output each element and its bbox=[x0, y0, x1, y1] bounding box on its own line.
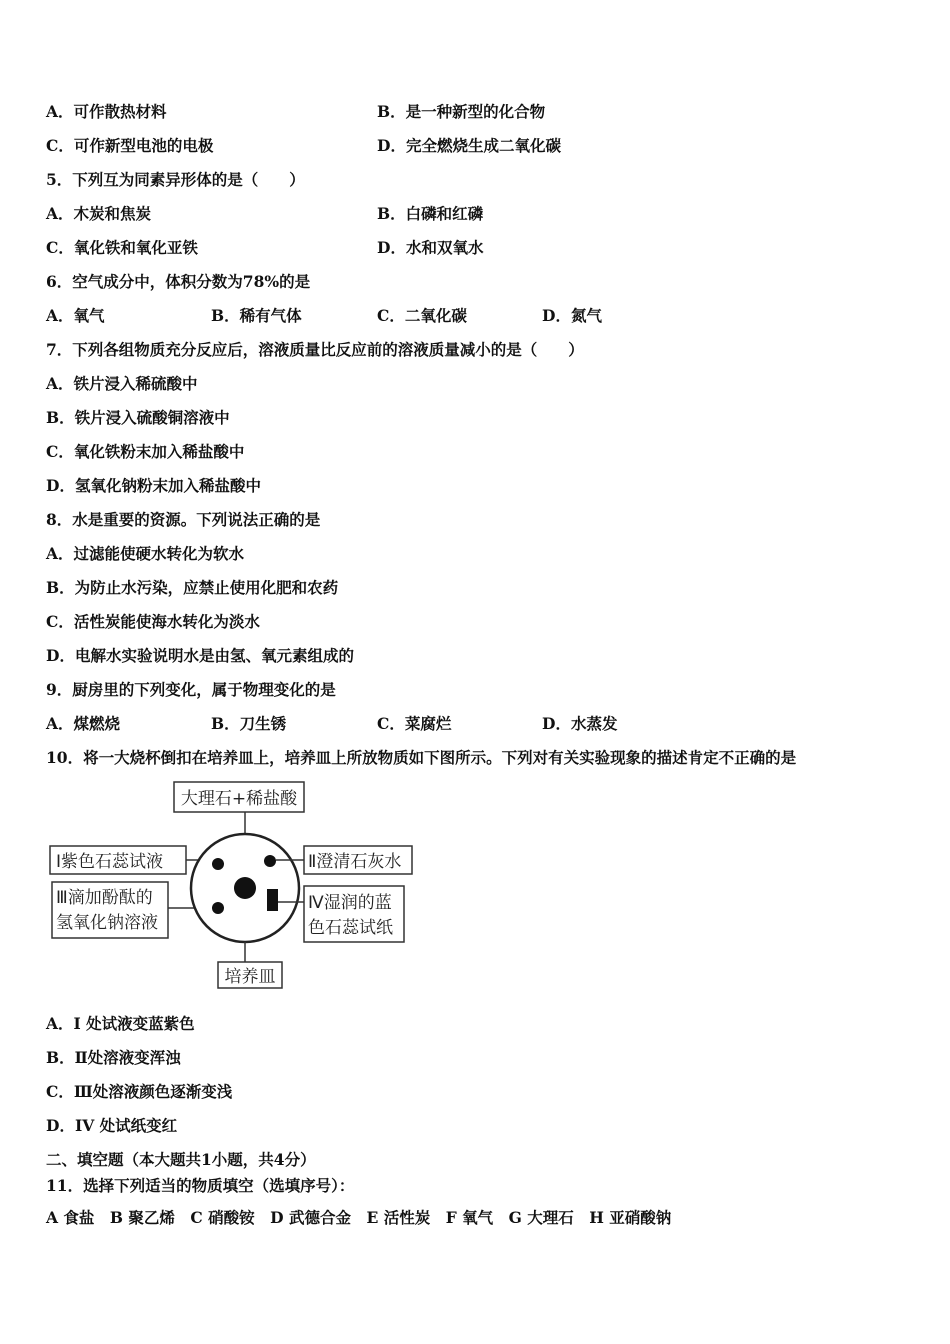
label-1: Ⅰ紫色石蕊试液 bbox=[56, 852, 164, 872]
label-4-line2: 色石蕊试纸 bbox=[308, 918, 393, 938]
q6-stem: 6．空气成分中，体积分数为78%的是 bbox=[46, 272, 311, 291]
q7-option-d: D．氢氧化钠粉末加入稀盐酸中 bbox=[46, 476, 261, 495]
q4-option-a: A．可作散热材料 bbox=[46, 102, 167, 121]
section-heading: 二、填空题（本大题共1小题，共4分） bbox=[46, 1150, 316, 1169]
q4-option-d: D．完全燃烧生成二氧化碳 bbox=[377, 136, 561, 155]
q5-option-c: C．氧化铁和氧化亚铁 bbox=[46, 238, 198, 257]
q9-stem: 9．厨房里的下列变化，属于物理变化的是 bbox=[46, 680, 336, 699]
q11-stem: 11．选择下列适当的物质填空（选填序号）： bbox=[46, 1176, 355, 1195]
q8-option-c: C．活性炭能使海水转化为淡水 bbox=[46, 612, 260, 631]
q5-stem: 5．下列互为同素异形体的是（ ） bbox=[46, 170, 305, 189]
top-label: 大理石+稀盐酸 bbox=[180, 789, 298, 809]
q8-stem: 8．水是重要的资源。下列说法正确的是 bbox=[46, 510, 321, 529]
q9-option-d: D．水蒸发 bbox=[542, 714, 618, 733]
q4-option-b: B．是一种新型的化合物 bbox=[377, 102, 546, 121]
q10-option-b: B．Ⅱ处溶液变浑浊 bbox=[46, 1048, 181, 1067]
q5-option-b: B．白磷和红磷 bbox=[377, 204, 484, 223]
q7-stem: 7．下列各组物质充分反应后，溶液质量比反应前的溶液质量减小的是（ ） bbox=[46, 340, 584, 359]
label-4-line1: Ⅳ湿润的蓝 bbox=[308, 893, 392, 913]
q5-option-d: D．水和双氧水 bbox=[377, 238, 484, 257]
q9-option-a: A．煤燃烧 bbox=[46, 714, 121, 733]
q7-option-c: C．氧化铁粉末加入稀盐酸中 bbox=[46, 442, 245, 461]
q8-option-a: A．过滤能使硬水转化为软水 bbox=[46, 544, 245, 563]
bottom-label: 培养皿 bbox=[224, 967, 276, 987]
q9-option-b: B．刀生锈 bbox=[211, 714, 287, 733]
q6-option-c: C．二氧化碳 bbox=[377, 306, 467, 325]
litmus-paper bbox=[267, 889, 278, 911]
petri-dish-diagram bbox=[46, 778, 426, 990]
q6-option-b: B．稀有气体 bbox=[211, 306, 302, 325]
marble-acid-dot bbox=[234, 877, 256, 899]
label-3-line1: Ⅲ滴加酚酞的 bbox=[56, 888, 153, 908]
q7-option-b: B．铁片浸入硫酸铜溶液中 bbox=[46, 408, 230, 427]
q11-options: A 食盐 B 聚乙烯 C 硝酸铵 D 武德合金 E 活性炭 F 氧气 G 大理石 H 亚硝酸钠 bbox=[46, 1208, 672, 1227]
q10-option-a: A．I 处试液变蓝紫色 bbox=[46, 1014, 195, 1033]
q10-stem: 10．将一大烧杯倒扣在培养皿上，培养皿上所放物质如下图所示。下列对有关实验现象的描述肯定不正确的是 bbox=[46, 748, 797, 767]
q6-option-d: D．氮气 bbox=[542, 306, 602, 325]
label-3-line2: 氢氧化钠溶液 bbox=[56, 913, 158, 933]
q8-option-d: D．电解水实验说明水是由氢、氧元素组成的 bbox=[46, 646, 354, 665]
label-2: Ⅱ澄清石灰水 bbox=[308, 852, 402, 872]
dot-1 bbox=[212, 858, 224, 870]
q10-option-d: D．IV 处试纸变红 bbox=[46, 1116, 178, 1135]
q7-option-a: A．铁片浸入稀硫酸中 bbox=[46, 374, 198, 393]
dot-2 bbox=[264, 855, 276, 867]
dot-3 bbox=[212, 902, 224, 914]
q5-option-a: A．木炭和焦炭 bbox=[46, 204, 152, 223]
q4-option-c: C．可作新型电池的电极 bbox=[46, 136, 214, 155]
q8-option-b: B．为防止水污染，应禁止使用化肥和农药 bbox=[46, 578, 339, 597]
q9-option-c: C．菜腐烂 bbox=[377, 714, 452, 733]
q10-option-c: C．Ⅲ处溶液颜色逐渐变浅 bbox=[46, 1082, 233, 1101]
q6-option-a: A．氧气 bbox=[46, 306, 105, 325]
